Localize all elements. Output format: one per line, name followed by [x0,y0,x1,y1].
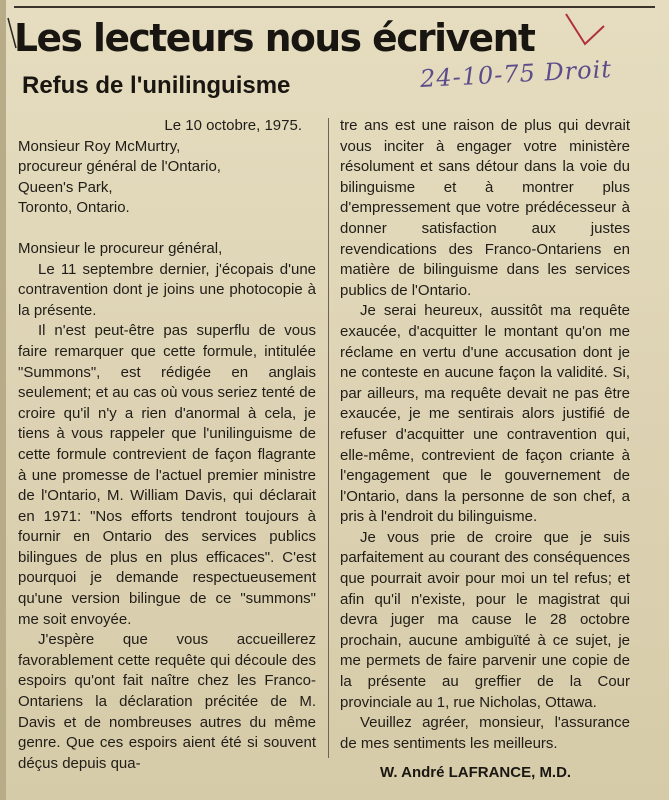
salutation: Monsieur le procureur général, [18,239,223,257]
address-line: Toronto, Ontario. [18,199,130,217]
paragraph: J'espère que vous accueillerez favorablement cette requête qui découle des espoirs qu'ont fait naître chez les Franco-Ontariens la déclaration précitée de M. Davis et de nombreuses autres du même genre. Que ces espoirs aient été si souvent déçus depuis qua- [18,631,316,772]
headline: Les lecteurs nous écrivent [14,16,535,60]
clipping-edge [0,0,6,800]
signature: W. André LAFRANCE, M.D. [380,764,572,781]
letter-date: Le 10 octobre, 1975. [164,117,302,134]
paragraph-continuation: tre ans est une raison de plus qui devrait vous inciter à engager votre ministère résolument et sans détour dans la voie du bilinguisme et à montrer plus d'empressement que votre prédécesseur à donner satisfaction aux justes revendications des Franco-Ontariens en matière de bilinguisme dans les services publics de l'Ontario. [340,117,630,299]
spacer [18,219,316,239]
subheadline: Refus de l'unilinguisme [22,72,291,99]
address-line: procureur général de l'Ontario, [18,158,221,176]
paragraph: Je serai heureux, aussitôt ma requête exaucée, d'acquitter le montant qu'on me réclame en vertu d'une accusation dont je ne conteste en aucune façon la validité. Si, par ailleurs, ma requête devait ne pas être exaucée, je me sentirais alors justifié de refuser d'acquitter une contravention qui, elle-même, contrevient de façon criante à l'engagement que le gouvernement de l'Ontario, dans la personne de son chef, a pris à l'endroit du bilinguisme. [340,302,630,526]
top-rule [14,6,655,8]
address-line: Monsieur Roy McMurtry, [18,137,181,155]
paragraph: Le 11 septembre dernier, j'écopais d'une contravention dont je joins une photocopie à la présente. [18,260,316,319]
closing: Veuillez agréer, monsieur, l'assurance de mes sentiments les meilleurs. [340,714,630,752]
paragraph: Il n'est peut-être pas superflu de vous faire remarquer que cette formule, intitulée "Summons", est rédigée en anglais seulement; et au cas où vous seriez tenté de croire qu'il n'y a rien d'anormal à cela, je tiens à vous rappeler que l'unilinguisme de cette formule contrevient de façon flagrante à une promesse de l'actuel premier ministre de l'Ontario, M. William Davis, qui déclarait en 1971: "Nos efforts tendront toujours à fournir en Ontario des services publics bilingues de plus en plus efficaces". C'est pourquoi je demande respectueusement qu'une version bilingue de ce "summons" me soit envoyée. [18,322,316,628]
right-column [340,116,630,754]
address-line: Queen's Park, [18,178,113,196]
column-divider [328,118,329,758]
paragraph: Je vous prie de croire que je suis parfaitement au courant des conséquences que pourrait avoir pour moi un tel refus; et afin qu'il n'existe, pour le magistrat qui devra juger ma cause le 28 octobre prochain, aucune ambiguïté à ce sujet, je me permets de faire parvenir une copie de la présente au greffier de la Cour provinciale au 1, rue Nicholas, Ottawa. [340,528,630,711]
handwritten-date-note: 24-10-75 Droit [419,54,613,94]
left-column [18,116,316,774]
